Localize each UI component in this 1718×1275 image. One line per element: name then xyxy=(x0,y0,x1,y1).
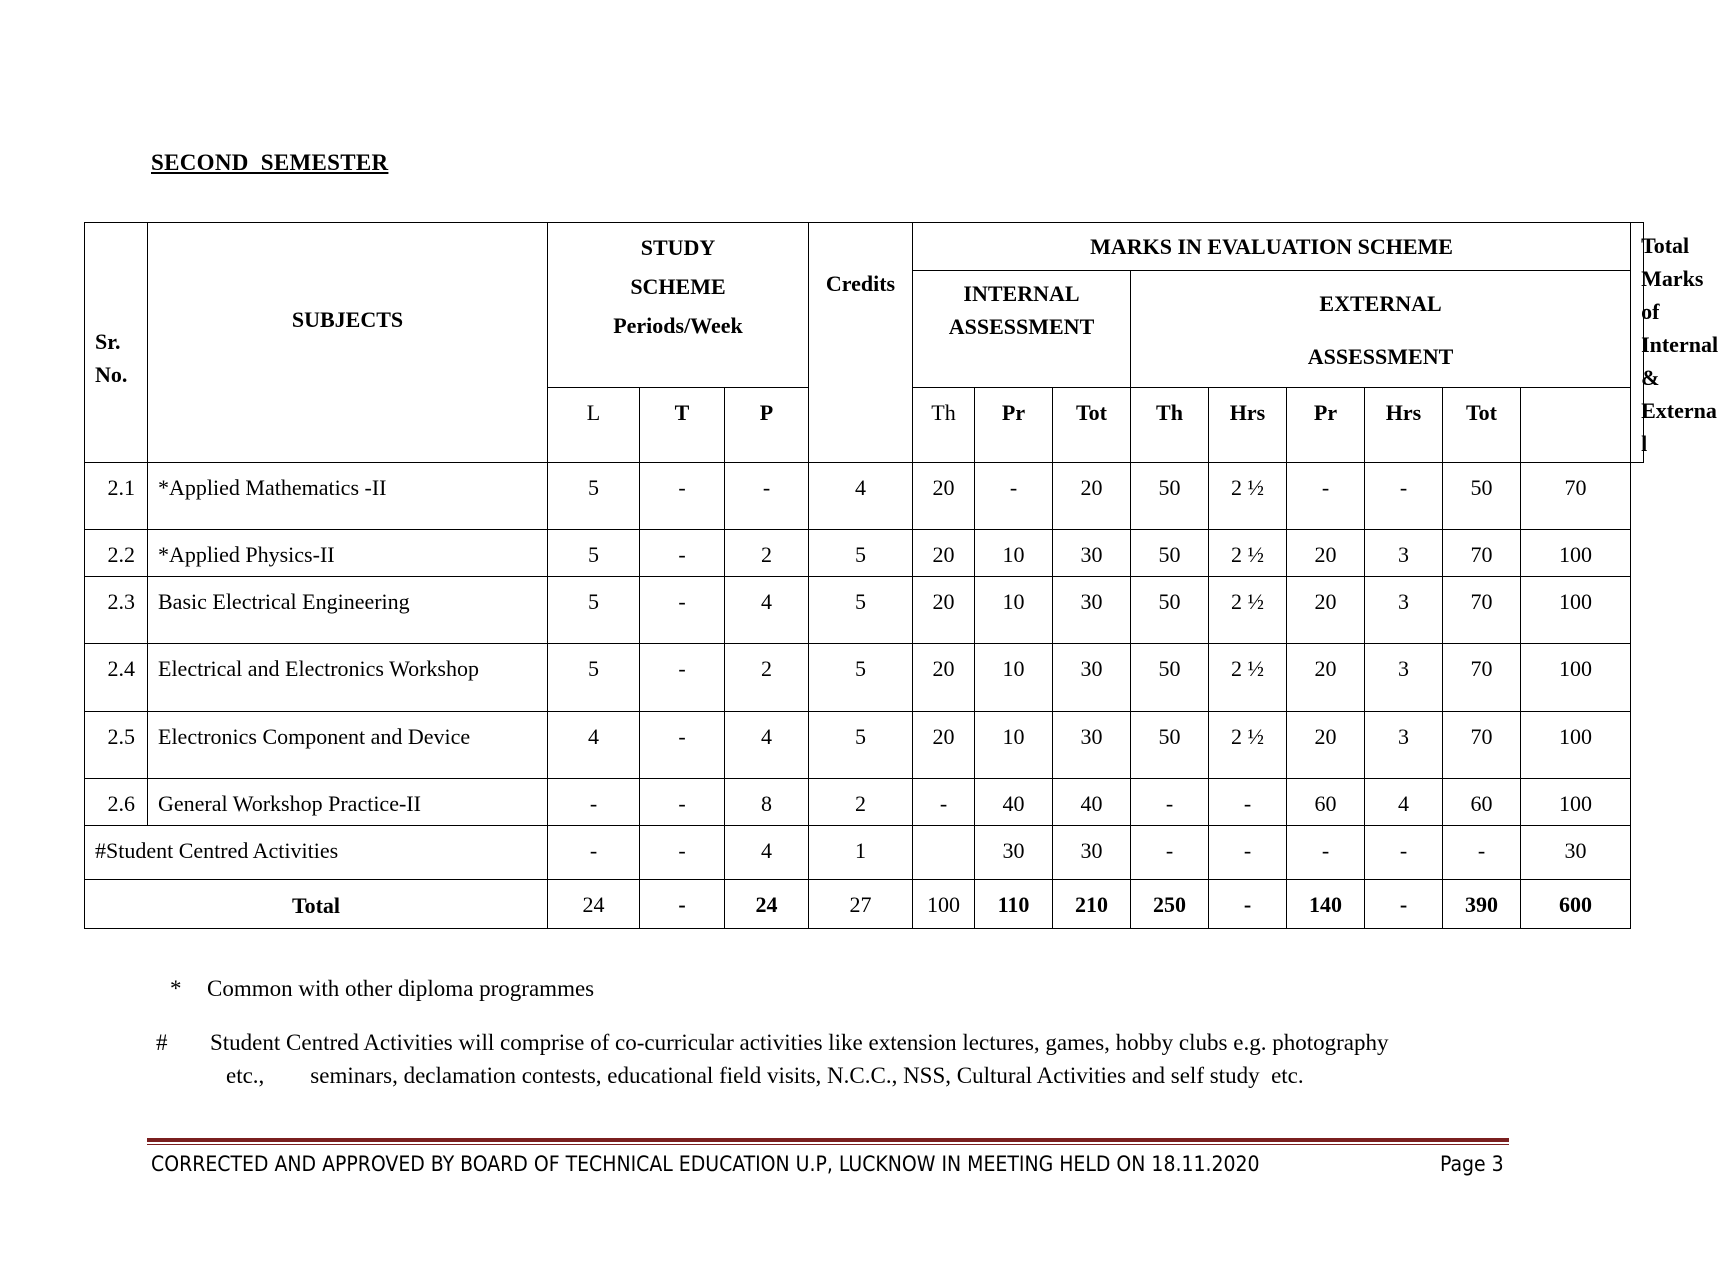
total-l: 24 xyxy=(548,880,640,929)
row-t: - xyxy=(640,712,725,779)
row-l: 5 xyxy=(548,644,640,712)
footer-text: CORRECTED AND APPROVED BY BOARD OF TECHNICAL EDUCATION U.P, LUCKNOW IN MEETING HELD ON 18.11.2020 xyxy=(151,1152,1260,1176)
row-int-th: 20 xyxy=(913,644,975,712)
row-l: - xyxy=(548,779,640,826)
sub-header-p: P xyxy=(725,388,809,463)
row-int-tot: 30 xyxy=(1053,530,1131,577)
total-header-line4: Internal xyxy=(1641,332,1718,357)
sub-header-ext-pr: Pr xyxy=(1287,388,1365,463)
sub-header-ext-tot: Tot xyxy=(1443,388,1521,463)
row-ext-pr: 20 xyxy=(1287,712,1365,779)
row-ext-hrs-2: 4 xyxy=(1365,779,1443,826)
row-int-th: 20 xyxy=(913,530,975,577)
row-t: - xyxy=(640,826,725,880)
total-ext-pr: 140 xyxy=(1287,880,1365,929)
total-t: - xyxy=(640,880,725,929)
total-p: 24 xyxy=(725,880,809,929)
row-credits: 1 xyxy=(809,826,913,880)
row-ext-hrs: 2 ½ xyxy=(1209,712,1287,779)
row-p: 2 xyxy=(725,644,809,712)
sub-header-int-tot: Tot xyxy=(1053,388,1131,463)
row-credits: 5 xyxy=(809,530,913,577)
sr-no-header xyxy=(85,223,148,463)
row-total: 30 xyxy=(1521,826,1631,880)
activities-label: #Student Centred Activities xyxy=(85,826,548,880)
row-ext-hrs: 2 ½ xyxy=(1209,577,1287,644)
row-int-tot: 30 xyxy=(1053,826,1131,880)
total-header-line6: Externa xyxy=(1641,398,1717,423)
study-header-line3: Periods/Week xyxy=(613,313,743,338)
row-t: - xyxy=(640,463,725,530)
total-header-line5: & xyxy=(1641,365,1660,390)
external-assessment-header xyxy=(1131,271,1631,388)
subjects-header-text: SUBJECTS xyxy=(291,307,404,332)
row-subject: Basic Electrical Engineering xyxy=(148,577,548,644)
row-int-pr: 10 xyxy=(975,644,1053,712)
footnote-hash-symbol: # xyxy=(156,1030,168,1055)
row-total: 70 xyxy=(1521,463,1631,530)
row-ext-tot: - xyxy=(1443,826,1521,880)
credits-header xyxy=(809,223,913,463)
internal-assessment-header xyxy=(913,271,1131,388)
row-ext-pr: 60 xyxy=(1287,779,1365,826)
total-grand: 600 xyxy=(1521,880,1631,929)
row-ext-th: 50 xyxy=(1131,463,1209,530)
subjects-header xyxy=(148,223,548,463)
row-subject: *Applied Physics-II xyxy=(148,530,548,577)
total-ext-hrs: - xyxy=(1209,880,1287,929)
row-ext-th: 50 xyxy=(1131,577,1209,644)
row-ext-hrs-2: 3 xyxy=(1365,577,1443,644)
footer-rule xyxy=(147,1138,1509,1142)
row-int-tot: 20 xyxy=(1053,463,1131,530)
total-marks-header xyxy=(1631,223,1718,463)
row-int-th: 20 xyxy=(913,577,975,644)
sub-header-ext-hrs-2: Hrs xyxy=(1365,388,1443,463)
sr-header-line1: Sr. xyxy=(95,328,121,354)
totals-row xyxy=(85,880,1644,929)
row-p: 4 xyxy=(725,712,809,779)
row-sr: 2.2 xyxy=(85,530,148,577)
table-row xyxy=(85,530,1644,577)
row-p: 8 xyxy=(725,779,809,826)
row-int-pr: 30 xyxy=(975,826,1053,880)
row-l: 5 xyxy=(548,577,640,644)
row-l: 5 xyxy=(548,463,640,530)
row-int-tot: 30 xyxy=(1053,644,1131,712)
row-ext-pr: - xyxy=(1287,463,1365,530)
row-p: 4 xyxy=(725,577,809,644)
row-ext-hrs-2: 3 xyxy=(1365,712,1443,779)
row-credits: 5 xyxy=(809,644,913,712)
row-t: - xyxy=(640,779,725,826)
row-ext-th: - xyxy=(1131,826,1209,880)
table-row xyxy=(85,644,1644,712)
row-total: 100 xyxy=(1521,644,1631,712)
row-l: - xyxy=(548,826,640,880)
row-ext-hrs: - xyxy=(1209,826,1287,880)
row-ext-tot: 50 xyxy=(1443,463,1521,530)
footnote-hash-line1: Student Centred Activities will comprise of co-curricular activities like extension lectures, games, hobby clubs e.g. photography xyxy=(210,1030,1389,1055)
sub-header-ext-th: Th xyxy=(1131,388,1209,463)
row-ext-hrs-2: 3 xyxy=(1365,530,1443,577)
row-int-th: - xyxy=(913,779,975,826)
sub-header-ext-hrs: Hrs xyxy=(1209,388,1287,463)
row-sr: 2.1 xyxy=(85,463,148,530)
row-ext-th: - xyxy=(1131,779,1209,826)
total-ext-th: 250 xyxy=(1131,880,1209,929)
total-header-line2: Marks xyxy=(1641,266,1704,291)
row-subject: Electrical and Electronics Workshop xyxy=(148,644,548,712)
row-int-pr: 10 xyxy=(975,577,1053,644)
row-ext-pr: 20 xyxy=(1287,644,1365,712)
row-ext-hrs: 2 ½ xyxy=(1209,463,1287,530)
row-credits: 5 xyxy=(809,712,913,779)
row-total: 100 xyxy=(1521,712,1631,779)
footnote-hash-line2: etc., seminars, declamation contests, educational field visits, N.C.C., NSS, Cultural Activities and self study etc. xyxy=(226,1063,1304,1088)
row-p: 4 xyxy=(725,826,809,880)
sub-header-int-th: Th xyxy=(913,388,975,463)
row-int-th xyxy=(913,826,975,880)
footer-rule-thin xyxy=(147,1144,1509,1145)
marks-scheme-header: MARKS IN EVALUATION SCHEME xyxy=(913,223,1631,271)
semester-heading: SECOND SEMESTER xyxy=(151,150,389,175)
row-credits: 5 xyxy=(809,577,913,644)
row-l: 4 xyxy=(548,712,640,779)
footnote-star-text: Common with other diploma programmes xyxy=(207,976,595,1001)
sr-header-line2: No. xyxy=(95,361,128,387)
row-ext-tot: 60 xyxy=(1443,779,1521,826)
row-ext-th: 50 xyxy=(1131,644,1209,712)
total-header-line1: Total xyxy=(1641,233,1690,258)
row-int-tot: 40 xyxy=(1053,779,1131,826)
row-sr: 2.5 xyxy=(85,712,148,779)
totals-label: Total xyxy=(85,880,548,929)
row-int-th: 20 xyxy=(913,463,975,530)
row-sr: 2.4 xyxy=(85,644,148,712)
total-int-th: 100 xyxy=(913,880,975,929)
row-int-pr: 10 xyxy=(975,712,1053,779)
row-total: 100 xyxy=(1521,779,1631,826)
row-p: 2 xyxy=(725,530,809,577)
row-ext-tot: 70 xyxy=(1443,644,1521,712)
table-row xyxy=(85,463,1644,530)
row-subject: Electronics Component and Device xyxy=(148,712,548,779)
total-header-line3: of xyxy=(1641,299,1660,324)
row-ext-th: 50 xyxy=(1131,530,1209,577)
internal-header-line2: ASSESSMENT xyxy=(948,314,1095,339)
row-ext-tot: 70 xyxy=(1443,712,1521,779)
sub-header-l: L xyxy=(548,388,640,463)
row-ext-hrs-2: - xyxy=(1365,463,1443,530)
page-number: Page 3 xyxy=(1440,1152,1504,1176)
row-ext-tot: 70 xyxy=(1443,530,1521,577)
total-header-line7: l xyxy=(1641,431,1648,456)
total-int-tot: 210 xyxy=(1053,880,1131,929)
row-l: 5 xyxy=(548,530,640,577)
study-header-line2: SCHEME xyxy=(630,274,726,299)
row-ext-hrs-2: 3 xyxy=(1365,644,1443,712)
row-sr: 2.3 xyxy=(85,577,148,644)
row-ext-pr: 20 xyxy=(1287,530,1365,577)
total-int-pr: 110 xyxy=(975,880,1053,929)
row-int-pr: 40 xyxy=(975,779,1053,826)
study-header-line1: STUDY xyxy=(640,235,716,260)
row-ext-hrs: - xyxy=(1209,779,1287,826)
row-ext-hrs: 2 ½ xyxy=(1209,530,1287,577)
row-subject: General Workshop Practice-II xyxy=(148,779,548,826)
row-subject: *Applied Mathematics -II xyxy=(148,463,548,530)
table-row xyxy=(85,779,1644,826)
internal-header-line1: INTERNAL xyxy=(963,281,1080,306)
header-row-1 xyxy=(85,223,1644,271)
sub-header-int-pr: Pr xyxy=(975,388,1053,463)
external-header-line1: EXTERNAL xyxy=(1319,291,1442,316)
row-sr: 2.6 xyxy=(85,779,148,826)
row-int-pr: - xyxy=(975,463,1053,530)
row-int-tot: 30 xyxy=(1053,577,1131,644)
table-row xyxy=(85,577,1644,644)
row-t: - xyxy=(640,577,725,644)
row-ext-tot: 70 xyxy=(1443,577,1521,644)
row-ext-th: 50 xyxy=(1131,712,1209,779)
sub-header-t: T xyxy=(640,388,725,463)
row-t: - xyxy=(640,644,725,712)
row-total: 100 xyxy=(1521,530,1631,577)
row-int-th: 20 xyxy=(913,712,975,779)
activities-row xyxy=(85,826,1644,880)
row-ext-hrs: 2 ½ xyxy=(1209,644,1287,712)
external-header-line2: ASSESSMENT xyxy=(1307,344,1454,369)
footnote-star-symbol: * xyxy=(170,976,182,1001)
total-ext-tot: 390 xyxy=(1443,880,1521,929)
evaluation-scheme-table xyxy=(84,222,1718,929)
total-ext-hrs-2: - xyxy=(1365,880,1443,929)
study-scheme-header xyxy=(548,223,809,388)
row-int-tot: 30 xyxy=(1053,712,1131,779)
row-total: 100 xyxy=(1521,577,1631,644)
row-int-pr: 10 xyxy=(975,530,1053,577)
total-credits: 27 xyxy=(809,880,913,929)
row-ext-pr: - xyxy=(1287,826,1365,880)
row-p: - xyxy=(725,463,809,530)
row-ext-pr: 20 xyxy=(1287,577,1365,644)
row-t: - xyxy=(640,530,725,577)
row-credits: 4 xyxy=(809,463,913,530)
row-ext-hrs-2: - xyxy=(1365,826,1443,880)
table-row xyxy=(85,712,1644,779)
credits-header-text: Credits xyxy=(825,271,896,296)
row-credits: 2 xyxy=(809,779,913,826)
